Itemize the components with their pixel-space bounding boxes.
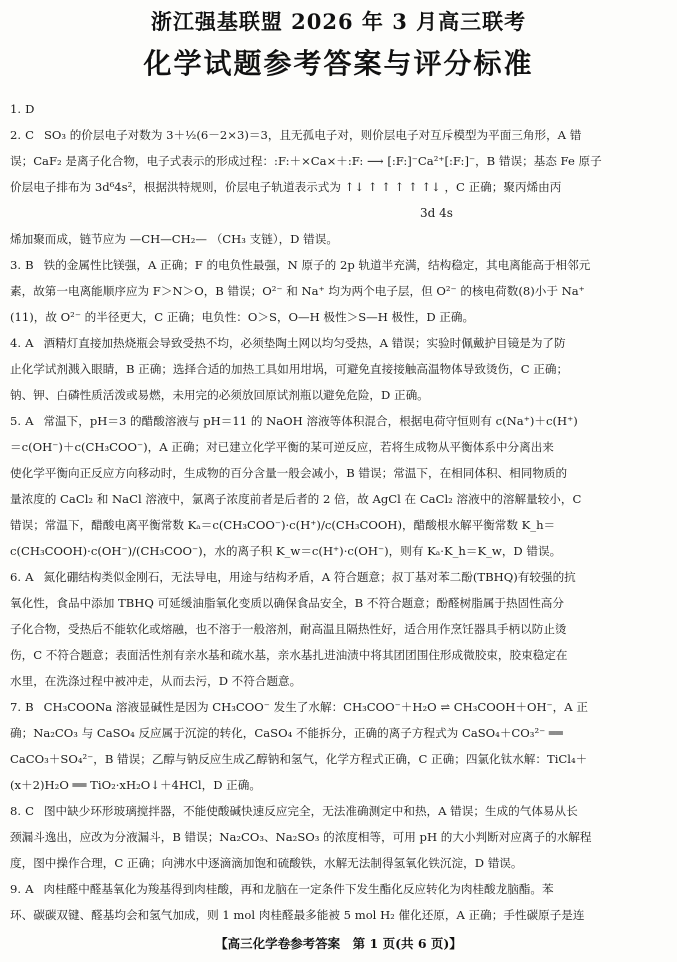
explanation-text: 伤，C 不符合题意；表面活性剂有亲水基和疏水基，亲水基扎进油渍中将其团团围住形成微胶束，胶束稳定在 [10, 648, 568, 662]
question-number: 1. [10, 102, 22, 116]
question-number: 2. [10, 128, 22, 142]
answer-item [10, 96, 669, 122]
explanation-text: 肉桂醛中醛基氧化为羧基得到肉桂酸，再和龙脑在一定条件下发生酯化反应转化为肉桂酸龙脑酯。苯 [43, 882, 554, 896]
question-number: 3. [10, 258, 22, 272]
explanation-text: 环、碳碳双键、醛基均会和氢气加成，则 1 mol 肉桂醛最多能被 5 mol H₂ 催化还原，A 正确；手性碳原子是连 [10, 908, 585, 922]
explanation-text: 钠、钾、白磷性质活泼或易燃，未用完的必须放回原试剂瓶以避免危险，D 正确。 [10, 388, 429, 402]
answer-letter: C [25, 128, 34, 142]
answer-line [10, 330, 669, 356]
question-number: 8. [10, 804, 22, 818]
answer-line [10, 798, 669, 824]
answer-item [10, 694, 669, 798]
explanation-text: 子化合物，受热后不能软化或熔融，也不溶于一般溶剂，耐高温且隔热性好，适合用作烹饪器具手柄以防止烫 [10, 622, 567, 636]
answer-line [10, 122, 669, 148]
explanation-text: 颈漏斗逸出，应改为分液漏斗，B 错误；Na₂CO₃、Na₂SO₃ 的浓度相等，可用 pH 的大小判断对应离子的水解程 [10, 830, 592, 844]
answer-letter: C [25, 804, 34, 818]
explanation-text: 确；Na₂CO₃ 与 CaSO₄ 反应属于沉淀的转化，CaSO₄ 不能拆分，正确的离子方程式为 CaSO₄＋CO₃²⁻ ══ [10, 726, 563, 740]
answer-letter: A [25, 336, 34, 350]
explanation-text: 素，故第一电离能顺序应为 F＞N＞O，B 错误；O²⁻ 和 Na⁺ 均为两个电子层，但 O²⁻ 的核电荷数(8)小于 Na⁺ [10, 284, 585, 298]
answer-letter: B [25, 258, 34, 272]
explanation-text: 3d 4s [420, 206, 453, 220]
answer-item [10, 408, 669, 564]
explanation-text: SO₃ 的价层电子对数为 3＋½(6－2×3)＝3，且无孤电子对，则价层电子对互斥模型为平面三角形，A 错 [43, 128, 582, 142]
question-number: 6. [10, 570, 22, 584]
explanation-text: 氧化性，食品中添加 TBHQ 可延缓油脂氧化变质以确保食品安全，B 不符合题意；酚醛树脂属于热固性高分 [10, 596, 564, 610]
answer-line [10, 564, 669, 590]
answer-item [10, 876, 669, 928]
answer-item [10, 122, 669, 252]
answer-letter: D [25, 102, 35, 116]
explanation-text: CaCO₃＋SO₄²⁻，B 错误；乙醇与钠反应生成乙醇钠和氢气，化学方程式正确，C 正确；四氯化钛水解：TiCl₄＋ [10, 752, 588, 766]
answer-line [10, 694, 669, 720]
explanation-text: 度，图中操作合理，C 正确；向沸水中逐滴滴加饱和硫酸铁，水解无法制得氢氧化铁沉淀，D 错误。 [10, 856, 523, 870]
explanation-text: 酒精灯直接加热烧瓶会导致受热不均，必须垫陶土网以均匀受热，A 错误；实验时佩戴护目镜是为了防 [43, 336, 566, 350]
explanation-text: 止化学试剂溅入眼睛，B 正确；选择合适的加热工具如用坩埚，可避免直接接触高温物体导致烫伤，C 正确； [10, 362, 569, 376]
document-subtitle: 化学试题参考答案与评分标准 [143, 47, 534, 80]
explanation-text: 铁的金属性比镁强，A 正确；F 的电负性最强，N 原子的 2p 轨道半充满，结构稳定，其电离能高于相邻元 [43, 258, 591, 272]
explanation-text: ＝c(OH⁻)＋c(CH₃COO⁻)，A 正确；对已建立化学平衡的某可逆反应，若将生成物从平衡体系中分离出来 [10, 440, 554, 454]
question-number: 4. [10, 336, 22, 350]
explanation-text: 图中缺少环形玻璃搅拌器，不能使酸碱快速反应完全，无法准确测定中和热，A 错误；生成的气体易从长 [43, 804, 578, 818]
explanation-text: 价层电子排布为 3d⁶4s²，根据洪特规则，价层电子轨道表示式为 ↑↓ ↑ ↑ ↑ ↑ ↑↓ ，C 正确；聚丙烯由丙 [10, 180, 562, 194]
answer-letter: A [25, 570, 34, 584]
answer-letter: B [25, 700, 34, 714]
answer-letter: A [25, 414, 34, 428]
explanation-text: 烯加聚而成，链节应为 —CH—CH₂— （CH₃ 支链），D 错误。 [10, 232, 338, 246]
question-number: 9. [10, 882, 22, 896]
explanation-text: 量浓度的 CaCl₂ 和 NaCl 溶液中，氯离子浓度前者是后者的 2 倍，故 AgCl 在 CaCl₂ 溶液中的溶解量较小，C [10, 492, 582, 506]
explanation-text: 误；CaF₂ 是离子化合物，电子式表示的形成过程：:F:＋×Ca×＋:F: ⟶ [:F:]⁻Ca²⁺[:F:]⁻，B 错误；基态 Fe 原子 [10, 154, 602, 168]
explanation-text: (x＋2)H₂O ══ TiO₂·xH₂O↓＋4HCl，D 正确。 [10, 778, 261, 792]
answer-letter: A [25, 882, 34, 896]
explanation-text: 常温下，pH＝3 的醋酸溶液与 pH＝11 的 NaOH 溶液等体积混合，根据电荷守恒则有 c(Na⁺)＋c(H⁺) [43, 414, 578, 428]
explanation-text: 错误；常温下，醋酸电离平衡常数 Kₐ＝c(CH₃COO⁻)·c(H⁺)/c(CH₃COOH)，醋酸根水解平衡常数 K_h＝ [10, 518, 556, 532]
exam-title: 浙江强基联盟 2026 年 3 月高三联考 [150, 9, 527, 34]
explanation-text: c(CH₃COOH)·c(OH⁻)/(CH₃COO⁻)，水的离子积 K_w＝c(H⁺)·c(OH⁻)，则有 Kₐ·K_h＝K_w，D 错误。 [10, 544, 562, 558]
question-number: 5. [10, 414, 22, 428]
answer-line [10, 96, 669, 122]
answer-line [10, 876, 669, 902]
explanation-text: 水里，在洗涤过程中被冲走，从而去污，D 不符合题意。 [10, 674, 302, 688]
answer-item [10, 252, 669, 330]
answer-line [10, 408, 669, 434]
answer-list [10, 96, 669, 922]
answer-item [10, 798, 669, 876]
explanation-text: (11)，故 O²⁻ 的半径更大，C 正确；电负性：O＞S，O—H 极性＞S—H 极性，D 正确。 [10, 310, 475, 324]
explanation-text: 氮化硼结构类似金刚石，无法导电，用途与结构矛盾，A 符合题意；叔丁基对苯二酚(TBHQ)有较强的抗 [43, 570, 576, 584]
explanation-text: 使化学平衡向正反应方向移动时，生成物的百分含量一般会减小，B 错误；常温下，在相同体积、相同物质的 [10, 466, 568, 480]
page-footer: 【高三化学卷参考答案 第 1 页(共 6 页)】 [215, 936, 462, 951]
answer-item [10, 564, 669, 694]
question-number: 7. [10, 700, 22, 714]
explanation-text: CH₃COONa 溶液显碱性是因为 CH₃COO⁻ 发生了水解：CH₃COO⁻＋H₂O ⇌ CH₃COOH＋OH⁻，A 正 [43, 700, 588, 714]
answer-item [10, 330, 669, 408]
answer-line [10, 252, 669, 278]
